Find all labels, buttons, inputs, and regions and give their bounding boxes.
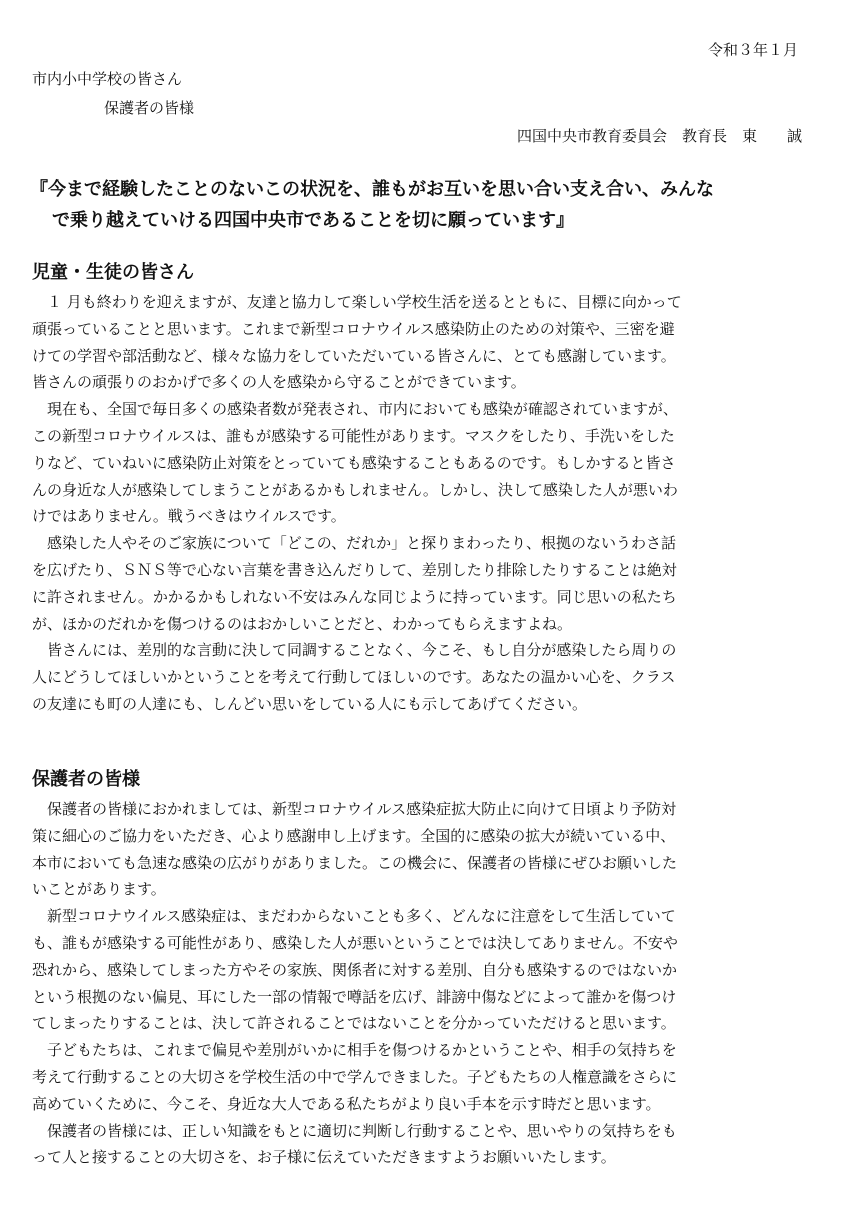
paragraph-line: けではありません。戦うべきはウイルスです。 bbox=[32, 507, 346, 526]
paragraph-line: を広げたり、ＳＮＳ等で心ない言葉を書き込んだりして、差別したり排除したりすることは絶対 bbox=[32, 560, 677, 579]
letter-date: 令和３年１月 bbox=[707, 41, 798, 59]
paragraph-line: が、ほかのだれかを傷つけるのはおかしいことだと、わかってもらえますよね。 bbox=[32, 614, 573, 633]
paragraph-line: 本市においても急速な感染の広がりがありました。この機会に、保護者の皆様にぜひお願いした bbox=[32, 853, 678, 872]
addressee-parents: 保護者の皆様 bbox=[104, 99, 195, 117]
paragraph-line: 保護者の皆様におかれましては、新型コロナウイルス感染症拡大防止に向けて日頃より予防対 bbox=[32, 800, 677, 818]
paragraph-line: てしまったりすることは、決して許されることではないことを分かっていただけると思います。 bbox=[32, 1014, 676, 1033]
paragraph-line: 人にどうしてほしいかということを考えて行動してほしいのです。あなたの温かい心を、クラス bbox=[32, 668, 676, 687]
paragraph-line: 現在も、全国で毎日多くの感染者数が発表され、市内においても感染が確認されていますが、 bbox=[32, 400, 678, 419]
section-body-students bbox=[32, 289, 822, 718]
paragraph-line: 恐れから、感染してしまった方やその家族、関係者に対する差別、自分も感染するのではないか bbox=[32, 960, 678, 979]
addressee-students: 市内小中学校の皆さん bbox=[32, 70, 183, 88]
paragraph-line: 考えて行動することの大切さを学校生活の中で学んできました。子どもたちの人権意識をさらに bbox=[32, 1067, 678, 1086]
headline-message bbox=[30, 174, 820, 236]
paragraph-line: １ 月も終わりを迎えますが、友達と協力して楽しい学校生活を送るとともに、目標に向かって bbox=[32, 293, 682, 311]
paragraph-line: 策に細心のご協力をいただき、心より感謝申し上げます。全国的に感染の拡大が続いている中、 bbox=[32, 826, 676, 845]
paragraph-line: 頑張っていることと思います。これまで新型コロナウイルス感染防止のための対策や、三密を避 bbox=[32, 319, 675, 338]
paragraph-line: んの身近な人が感染してしまうことがあるかもしれません。しかし、決して感染した人が悪いわ bbox=[32, 480, 678, 499]
paragraph-line: 高めていくために、今こそ、身近な大人である私たちがより良い手本を示す時だと思います。 bbox=[32, 1094, 661, 1113]
paragraph-line: 皆さんの頑張りのおかげで多くの人を感染から守ることができています。 bbox=[32, 373, 526, 392]
paragraph-line: 感染した人やそのご家族について「どこの、だれか」と探りまわったり、根拠のないうわさ話 bbox=[32, 534, 676, 553]
paragraph-line: も、誰もが感染する可能性があり、感染した人が悪いということでは決してありません。不安や bbox=[32, 933, 678, 952]
paragraph-line: に許されません。かかるかもしれない不安はみんな同じように持っています。同じ思いの私たち bbox=[32, 587, 677, 606]
paragraph-line: 新型コロナウイルス感染症は、まだわからないことも多く、どんなに注意をして生活していて bbox=[32, 907, 676, 926]
section-body-parents bbox=[32, 796, 822, 1171]
paragraph-line: りなど、ていねいに感染防止対策をとっていても感染することもあるのです。もしかすると皆さ bbox=[32, 453, 676, 472]
paragraph-line: 子どもたちは、これまで偏見や差別がいかに相手を傷つけるかということや、相手の気持ちを bbox=[32, 1041, 677, 1060]
paragraph-line: いことがあります。 bbox=[32, 880, 166, 899]
paragraph-line: 保護者の皆様には、正しい知識をもとに適切に判断し行動することや、思いやりの気持ちをも bbox=[32, 1121, 677, 1140]
section-heading-parents: 保護者の皆様 bbox=[32, 769, 140, 790]
paragraph-line: って人と接することの大切さを、お子様に伝えていただきますようお願いいたします。 bbox=[32, 1148, 616, 1167]
paragraph-line: という根拠のない偏見、耳にした一部の情報で噂話を広げ、誹謗中傷などによって誰かを傷つけ bbox=[32, 987, 677, 1006]
sender-line: 四国中央市教育委員会 教育長 東 誠 bbox=[516, 127, 802, 145]
section-heading-students: 児童・生徒の皆さん bbox=[32, 262, 194, 283]
paragraph-line: この新型コロナウイルスは、誰もが感染する可能性があります。マスクをしたり、手洗いをした bbox=[32, 426, 675, 445]
paragraph-line: の友達にも町の人達にも、しんどい思いをしている人にも示してあげてください。 bbox=[32, 694, 588, 713]
paragraph-line: 皆さんには、差別的な言動に決して同調することなく、今こそ、もし自分が感染したら周りの bbox=[32, 641, 677, 660]
paragraph-line: けての学習や部活動など、様々な協力をしていただいている皆さんに、とても感謝しています。 bbox=[32, 346, 676, 365]
headline-line-1: 『今まで経験したことのないこの状況を、誰もがお互いを思い合い支え合い、みんな bbox=[30, 179, 714, 200]
headline-line-2: で乗り越えていける四国中央市であることを切に願っています』 bbox=[52, 210, 574, 231]
